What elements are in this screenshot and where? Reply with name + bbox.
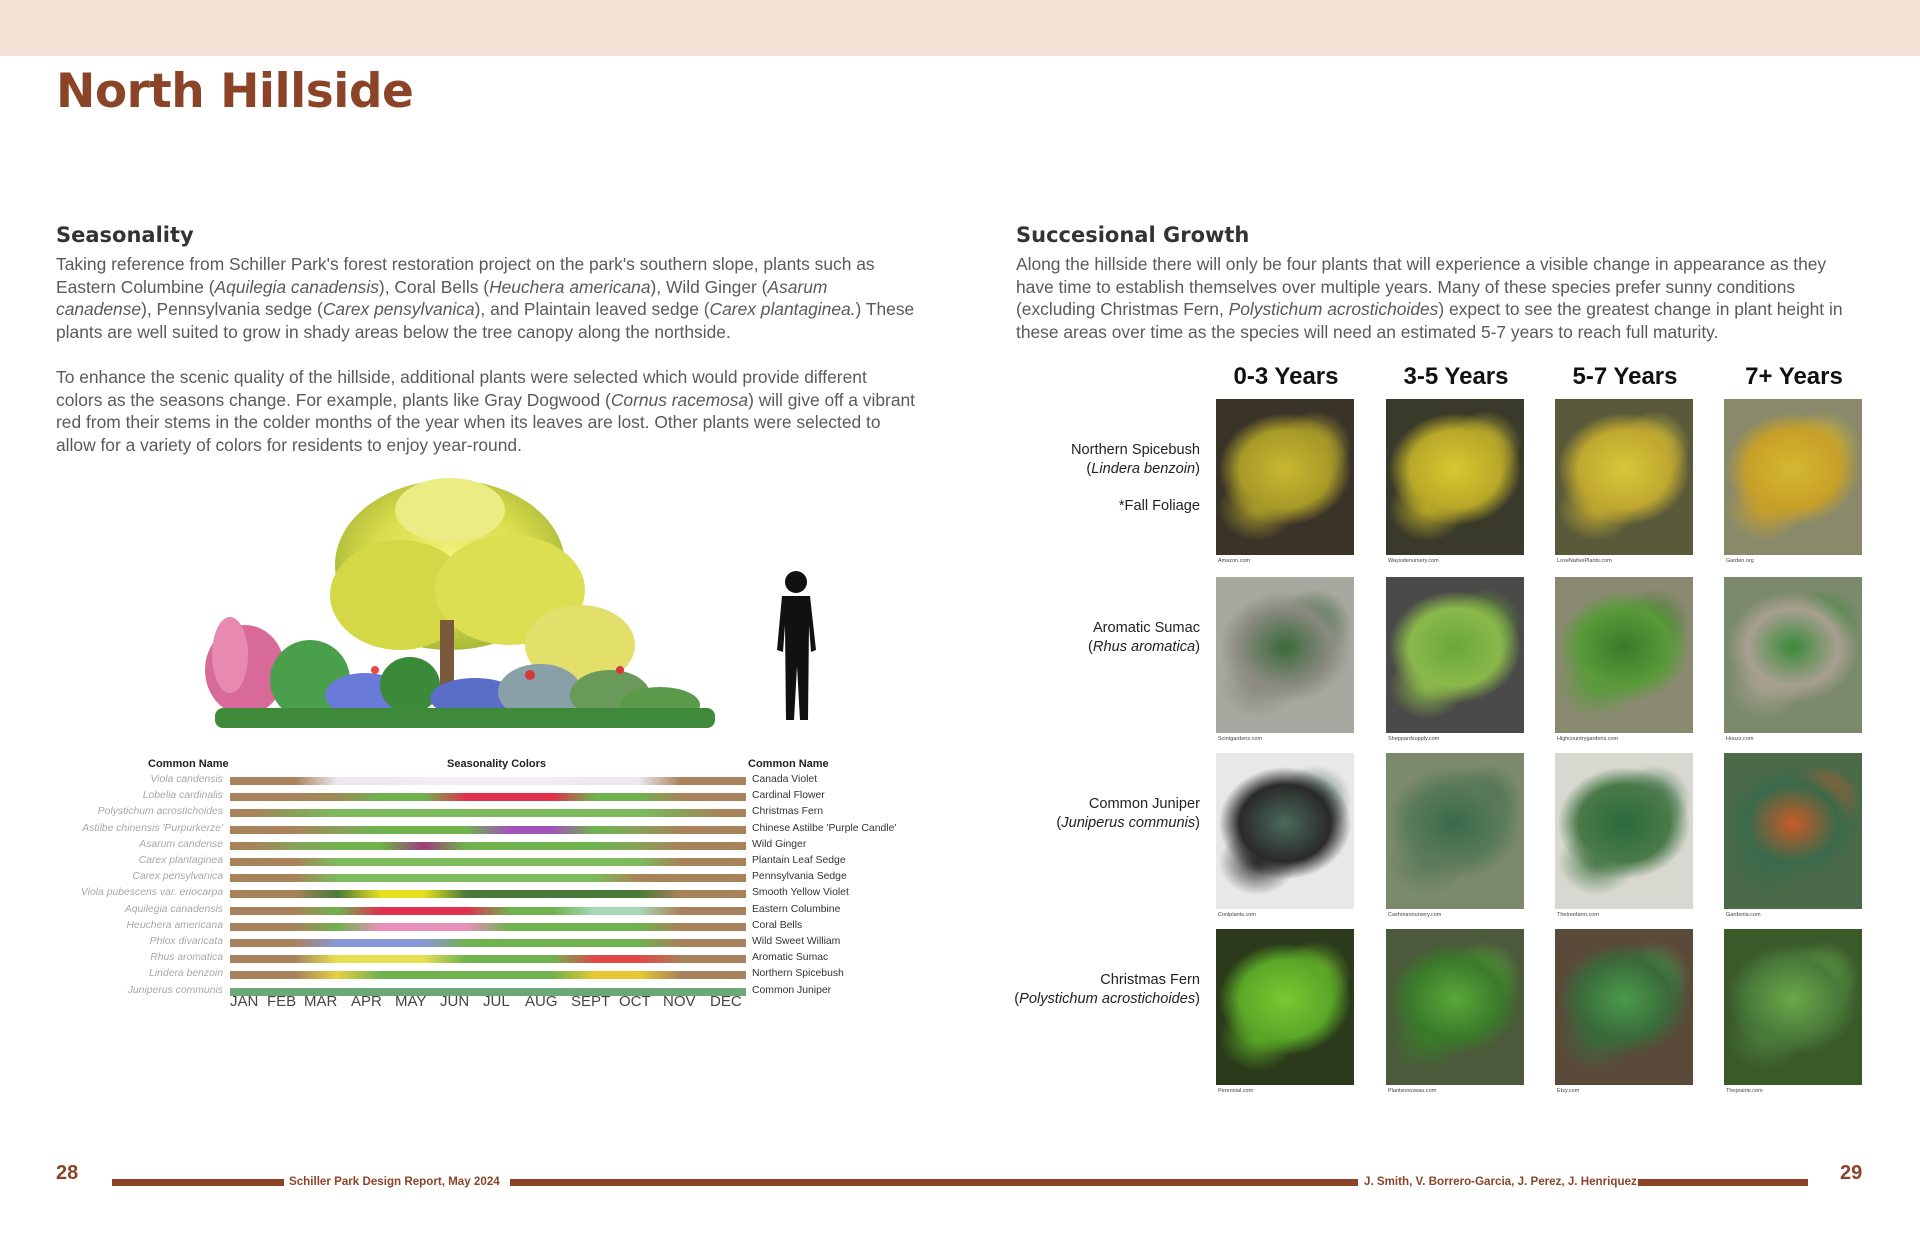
seasonality-p1-run-9: Carex plantaginea.	[709, 299, 856, 320]
row-common-name: Smooth Yellow Violet	[752, 887, 849, 899]
seasonality-bar	[230, 939, 746, 947]
succession-p-run-0: Along the hillside there will only be four plants that will experience a visible change in appearance as they have time to establish themselves over multiple years. Many of these species prefer sunny conditions (excluding Christmas Fern,	[1016, 254, 1827, 320]
month-label: SEPT	[571, 993, 611, 1010]
seasonality-bar	[230, 777, 746, 785]
plant-photo	[1216, 753, 1354, 909]
seasonality-paragraph-2	[56, 366, 916, 456]
planting-illustration	[200, 470, 920, 755]
seasonality-p2-run-2: ) will give off a vibrant red from their stems in the colder months of the year when its leaves are lost. Other plants were selected to allow for a variety of colors for residents to enjoy year-round.	[56, 389, 916, 455]
footer-rule-3	[1638, 1179, 1808, 1186]
photo-credit: Cashmannursery.com	[1388, 912, 1442, 918]
month-label: MAR	[304, 993, 338, 1010]
succession-p-run-2: ) expect to see the greatest change in plant height in these areas over time as the species will need an estimated 5-7 years to reach full maturity.	[1016, 299, 1843, 342]
row-common-name: Wild Sweet William	[752, 936, 841, 947]
succession-paragraph	[1016, 253, 1866, 343]
photo-credit: Highcountrygardens.com	[1557, 736, 1619, 742]
seasonality-p1-run-4: ), Wild Ginger (	[650, 276, 768, 297]
header-seasonality-colors: Seasonality Colors	[447, 758, 547, 770]
photo-credit: LoveNativePlants.com	[1557, 558, 1612, 564]
seasonality-bar	[230, 923, 746, 931]
photo-credit: Houzz.com	[1726, 736, 1754, 742]
column-header: 7+ Years	[1745, 363, 1843, 390]
month-label: DEC	[710, 993, 742, 1010]
plant-scientific-name: (Rhus aromatica)	[1088, 639, 1200, 655]
plant-photo	[1386, 753, 1524, 909]
plant-photo	[1555, 753, 1693, 909]
seasonality-p1-run-7: Carex pensylvanica	[322, 299, 475, 320]
plant-common-name: Northern Spicebush	[1071, 442, 1200, 458]
row-common-name: Plantain Leaf Sedge	[752, 855, 846, 866]
seasonality-bar	[230, 874, 746, 882]
plant-note: *Fall Foliage	[1118, 498, 1200, 514]
row-scientific-name: Lobelia cardinalis	[142, 790, 223, 802]
month-label: FEB	[267, 993, 297, 1010]
header-common-name-left: Common Name	[148, 758, 229, 770]
seasonality-bar	[230, 826, 746, 834]
footer-authors: J. Smith, V. Borrero-Garcia, J. Perez, J. Henriquez	[1364, 1175, 1637, 1188]
row-common-name: Aromatic Sumac	[752, 952, 829, 964]
page-number-left: 28	[56, 1162, 79, 1184]
seasonality-heading: Seasonality	[56, 223, 194, 247]
month-label: MAY	[395, 993, 427, 1010]
row-scientific-name: Viola pubescens var. eriocarpa	[80, 887, 223, 899]
row-scientific-name: Asarum candense	[139, 838, 223, 850]
seasonality-paragraph-1	[56, 253, 916, 343]
plant-label	[1071, 441, 1200, 516]
row-common-name: Coral Bells	[752, 919, 803, 931]
plant-photo	[1555, 929, 1693, 1085]
row-common-name: Canada Violet	[752, 774, 818, 785]
column-header: 5-7 Years	[1572, 363, 1678, 390]
month-label: AUG	[525, 993, 558, 1010]
month-label: APR	[351, 993, 382, 1010]
photo-credit: Scintgardens.com	[1218, 736, 1263, 742]
plant-photo	[1555, 577, 1693, 733]
row-scientific-name: Carex pensylvanica	[132, 871, 223, 883]
row-scientific-name: Aquilegia canadensis	[124, 903, 223, 915]
row-scientific-name: Phlox divaricata	[149, 936, 223, 947]
photo-credit: Theprairie.com	[1726, 1088, 1763, 1094]
footer-report-title: Schiller Park Design Report, May 2024	[289, 1175, 500, 1188]
row-scientific-name: Viola candensis	[150, 774, 223, 785]
plant-label	[1056, 795, 1200, 833]
person-silhouette	[777, 571, 816, 720]
row-common-name: Wild Ginger	[752, 838, 807, 850]
month-label: NOV	[663, 993, 696, 1010]
plant-photo	[1216, 929, 1354, 1085]
seasonality-bar	[230, 793, 746, 801]
seasonality-p2-run-1: Cornus racemosa	[610, 389, 749, 410]
month-label: JUL	[483, 993, 510, 1010]
plant-label	[1014, 971, 1200, 1009]
seasonality-p1-run-1: Aquilegia canadensis	[214, 276, 379, 297]
seasonality-bar	[230, 842, 746, 850]
plant-scientific-name: (Lindera benzoin)	[1086, 461, 1200, 477]
photo-credit: Amazon.com	[1218, 558, 1251, 564]
seasonality-bar	[230, 809, 746, 817]
footer-rule-2	[510, 1179, 1358, 1186]
plant-scientific-name: (Juniperus communis)	[1056, 815, 1200, 831]
column-header: 3-5 Years	[1403, 363, 1509, 390]
photo-credit: Gardenia.com	[1726, 912, 1761, 918]
seasonality-bar	[230, 971, 746, 979]
seasonality-p1-run-10: ) These plants are well suited to grow in shady areas below the tree canopy along the northside.	[56, 299, 915, 342]
row-scientific-name: Carex plantaginea	[138, 855, 223, 866]
seasonality-bar	[230, 907, 746, 915]
row-scientific-name: Astilbe chinensis 'Purpurkerze'	[82, 822, 223, 834]
plant-photo	[1555, 399, 1693, 555]
row-scientific-name: Polystichum acrostichoides	[97, 806, 223, 818]
plant-photo	[1386, 929, 1524, 1085]
succession-p-run-1: Polystichum acrostichoides	[1228, 299, 1439, 320]
seasonality-bar	[230, 890, 746, 898]
row-common-name: Northern Spicebush	[752, 968, 844, 980]
row-common-name: Pennsylvania Sedge	[752, 871, 847, 883]
seasonality-p1-run-2: ), Coral Bells (	[378, 276, 490, 297]
row-scientific-name: Heuchera americana	[126, 919, 223, 931]
seasonality-bar	[230, 955, 746, 963]
seasonality-bar	[230, 858, 746, 866]
month-label: JAN	[230, 993, 259, 1010]
plant-common-name: Aromatic Sumac	[1092, 620, 1200, 636]
row-common-name: Eastern Columbine	[752, 903, 841, 915]
column-header: 0-3 Years	[1233, 363, 1339, 390]
photo-credit: Garden.org	[1726, 558, 1754, 564]
plant-photo	[1386, 399, 1524, 555]
photo-credit: Etsy.com	[1557, 1088, 1580, 1094]
row-scientific-name: Juniperus communis	[127, 984, 223, 996]
seasonality-p1-run-5: Asarum canadense	[56, 276, 828, 320]
seasonality-p1-run-0: Taking reference from Schiller Park's forest restoration project on the park's southern slope, plants such as Eastern Columbine (	[56, 254, 875, 297]
page-number-right: 29	[1840, 1162, 1863, 1184]
photo-credit: Waysidenursery.com	[1388, 558, 1439, 564]
row-scientific-name: Lindera benzoin	[149, 968, 223, 980]
photo-credit: Thetreefarm.com	[1557, 912, 1599, 918]
plant-photo	[1724, 577, 1862, 733]
seasonality-p1-run-3: Heuchera americana	[489, 276, 651, 297]
row-common-name: Common Juniper	[752, 984, 832, 996]
plant-common-name: Christmas Fern	[1100, 972, 1200, 988]
plant-photo	[1216, 399, 1354, 555]
photo-credit: Plantsnouveau.com	[1388, 1088, 1437, 1094]
seasonality-p2-run-0: To enhance the scenic quality of the hillside, additional plants were selected which would provide different colors as the seasons change. For example, plants like Gray Dogwood (	[56, 367, 867, 410]
plant-photo	[1386, 577, 1524, 733]
footer-rule-1	[112, 1179, 284, 1186]
plant-photo	[1724, 399, 1862, 555]
plant-common-name: Common Juniper	[1088, 796, 1200, 812]
month-label: JUN	[440, 993, 470, 1010]
month-label: OCT	[619, 993, 651, 1010]
succession-heading: Succesional Growth	[1016, 223, 1250, 247]
seasonality-chart	[60, 754, 920, 1014]
plant-label	[1088, 619, 1200, 657]
plant-scientific-name: (Polystichum acrostichoides)	[1014, 991, 1200, 1007]
header-common-name-right: Common Name	[748, 758, 829, 770]
plant-photo	[1724, 753, 1862, 909]
row-common-name: Chinese Astilbe 'Purple Candle'	[752, 822, 897, 834]
plant-photo	[1724, 929, 1862, 1085]
photo-credit: Coolplants.com	[1218, 912, 1256, 918]
row-common-name: Cardinal Flower	[752, 790, 825, 802]
seasonality-p1-run-6: ), Pennsylvania sedge (	[141, 299, 323, 320]
top-band	[0, 0, 1920, 56]
row-common-name: Christmas Fern	[752, 806, 824, 818]
plant-photo	[1216, 577, 1354, 733]
photo-credit: Perennial.com	[1218, 1088, 1254, 1094]
seasonality-p1-run-8: ), and Plaintain leaved sedge (	[474, 299, 710, 320]
photo-credit: Sheppardsupply.com	[1388, 736, 1440, 742]
row-scientific-name: Rhus aromatica	[150, 952, 223, 964]
page-title: North Hillside	[56, 64, 414, 119]
